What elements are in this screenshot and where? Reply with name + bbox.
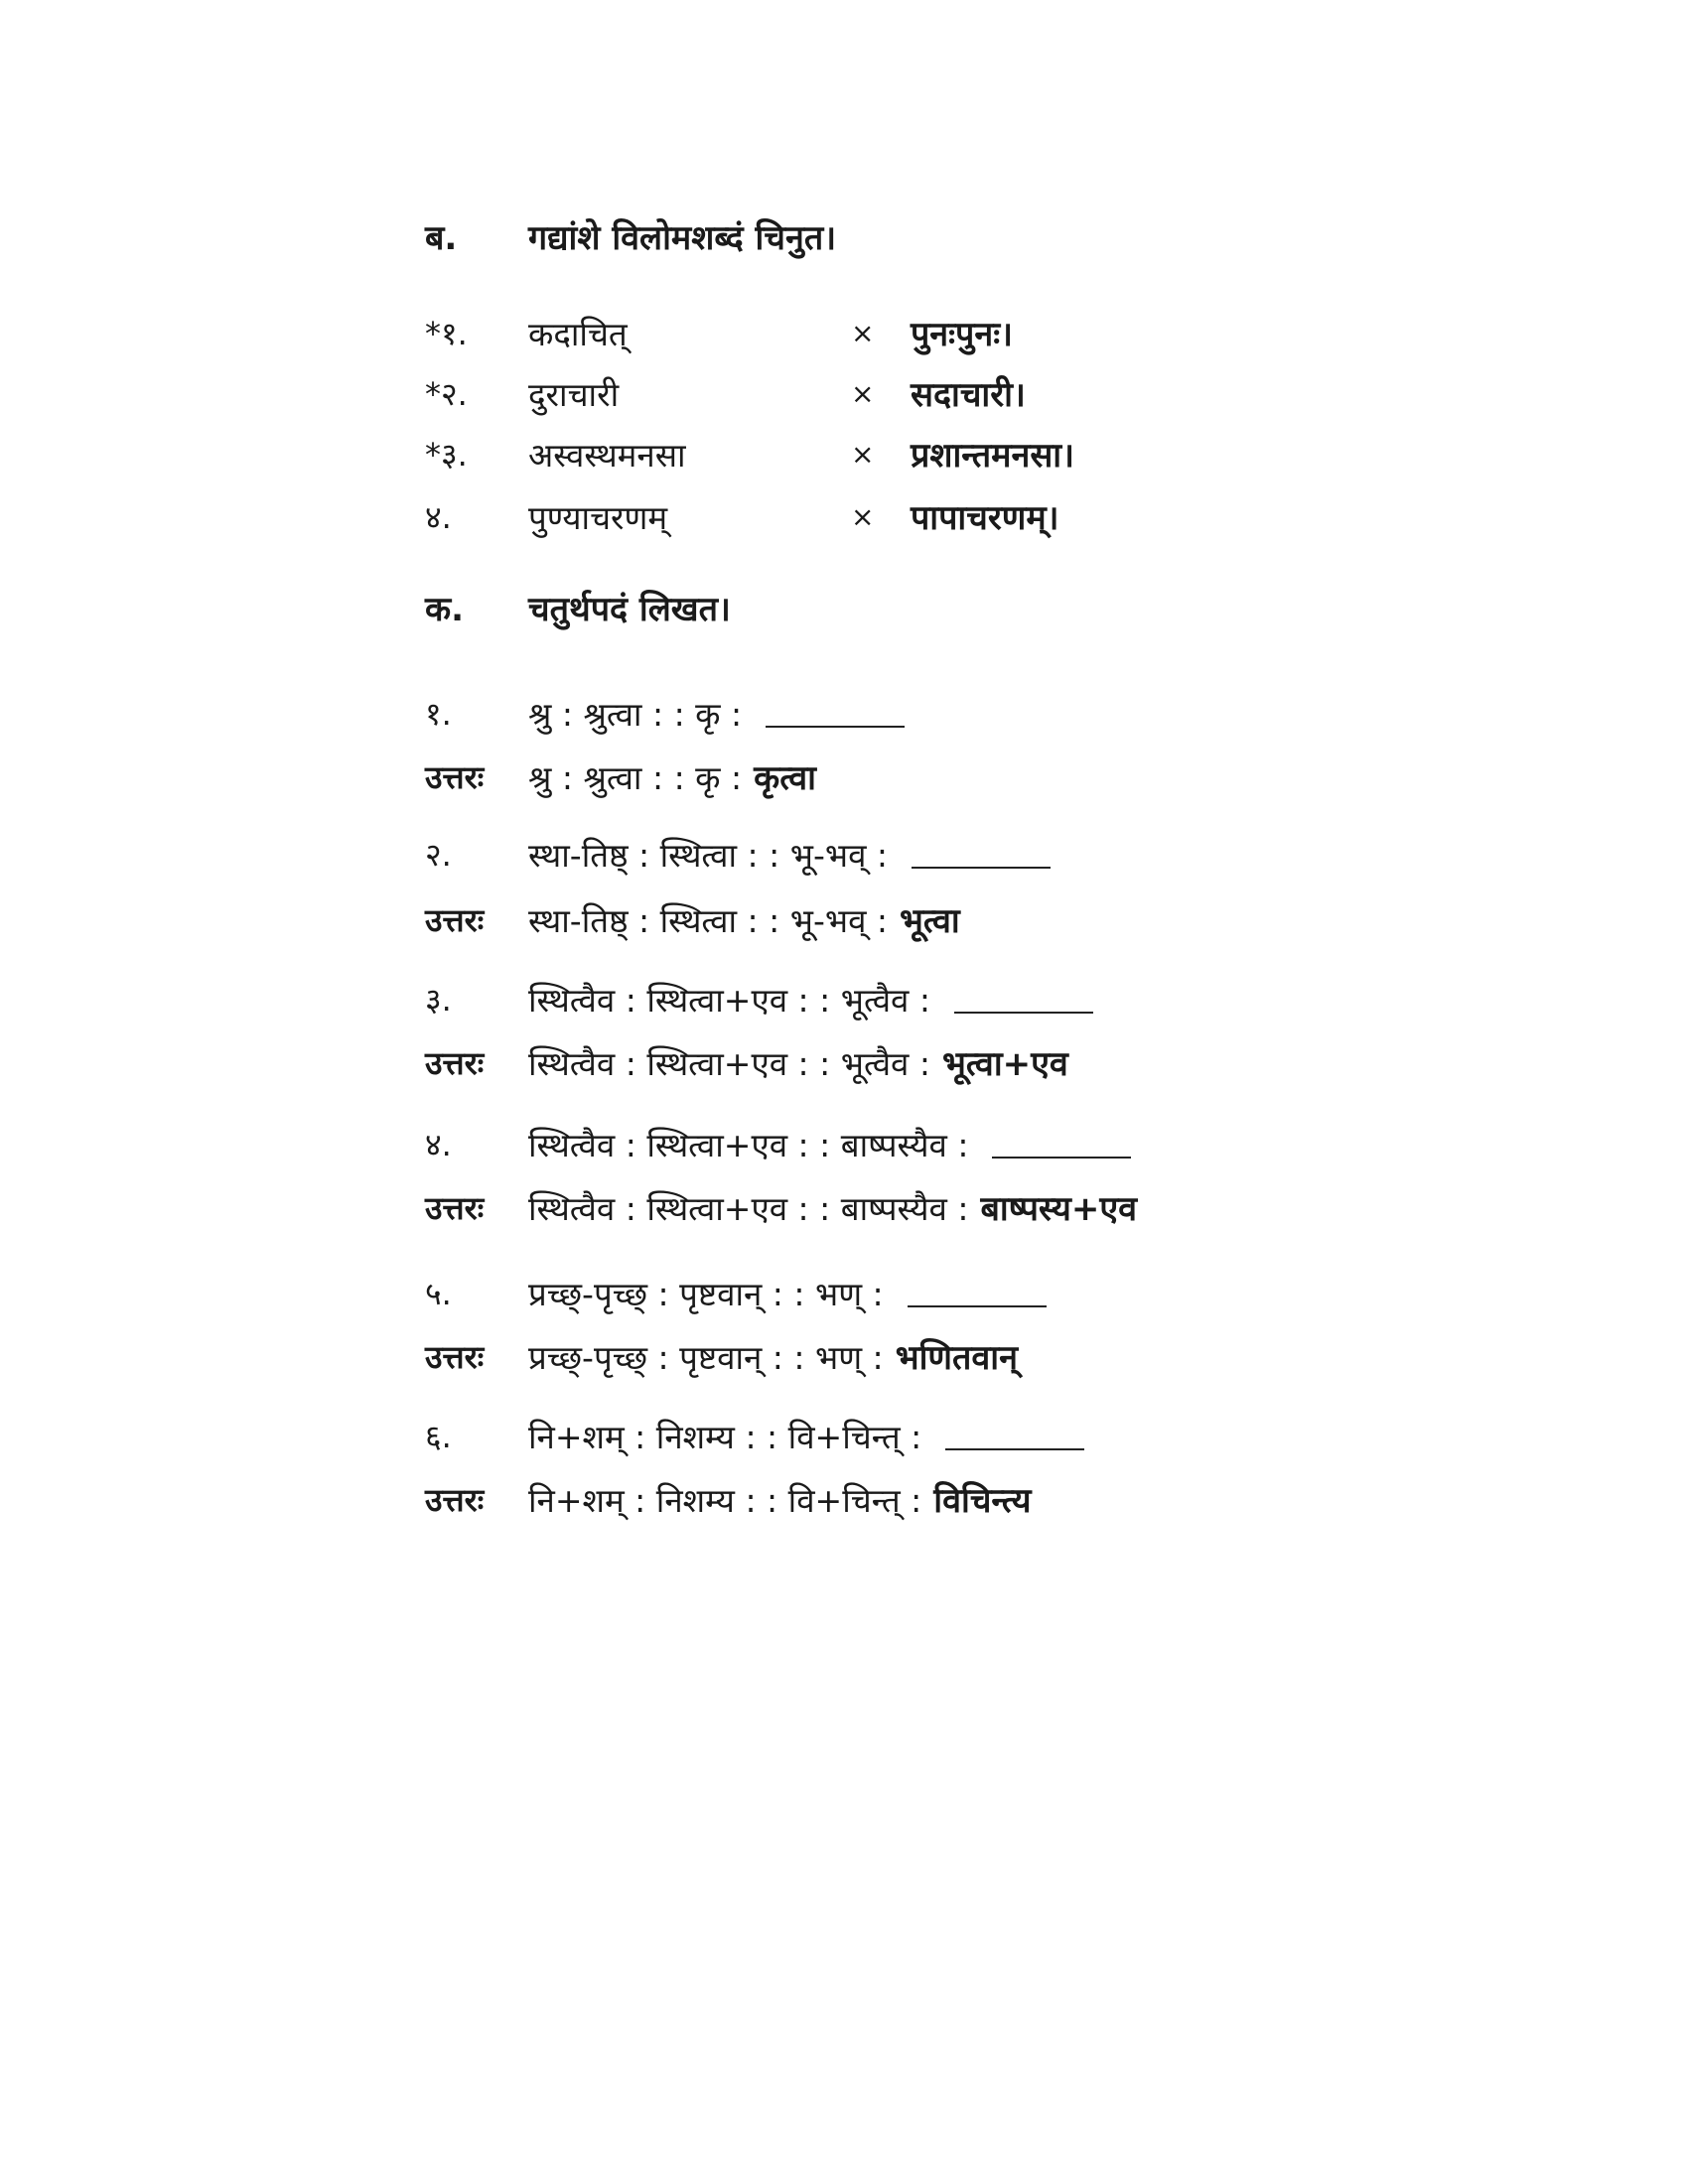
question-row — [425, 683, 905, 743]
answer-blank — [992, 1157, 1131, 1159]
question-row — [425, 1114, 1131, 1173]
question-number: ४. — [425, 1125, 452, 1163]
question-number: ३. — [425, 980, 452, 1019]
answer-expression: प्रच्छ्-पृच्छ् : पृष्टवान् : : भण् : — [528, 1337, 884, 1377]
question-expression: श्रु : श्रुत्वा : : कृ : — [528, 694, 743, 734]
question-row — [425, 1263, 1047, 1322]
question-expression: प्रच्छ्-पृच्छ् : पृष्टवान् : : भण् : — [528, 1274, 884, 1313]
question-expression: स्था-तिष्ठ् : स्थित्वा : : भू-भव् : — [528, 835, 889, 875]
answer-label: उत्तरः — [425, 1337, 485, 1376]
answer-blank — [954, 1012, 1093, 1014]
cross-icon: × — [851, 316, 875, 349]
question-expression: स्थित्वैव : स्थित्वा+एव : : भूत्वैव : — [528, 980, 931, 1020]
answer-expression: स्थित्वैव : स्थित्वा+एव : : भूत्वैव : — [528, 1043, 931, 1083]
antonym-row — [425, 486, 1059, 546]
answer-value: भणितवान् — [895, 1338, 1018, 1378]
answer-expression: नि+शम् : निशम्य : : वि+चिन्त् : — [528, 1480, 922, 1520]
answer-row — [425, 1177, 1137, 1237]
answer-row — [425, 1032, 1068, 1092]
answer-value: विचिन्त्य — [933, 1481, 1032, 1521]
answer-row — [425, 747, 816, 806]
answer-row — [425, 1326, 1018, 1386]
question-number: ५. — [425, 1274, 452, 1312]
section-c-heading — [425, 578, 731, 637]
item-number: *२. — [425, 374, 468, 413]
question-expression: स्थित्वैव : स्थित्वा+एव : : बाष्पस्यैव : — [528, 1125, 969, 1164]
answer-value: भूत्वा — [900, 901, 960, 941]
answer-label: उत्तरः — [425, 1480, 485, 1519]
antonym-row — [425, 363, 1026, 423]
section-b-title: गद्यांशे विलोमशब्दं चिनुत। — [528, 218, 837, 258]
antonym-row — [425, 424, 1074, 483]
answer-label: उत्तरः — [425, 1043, 485, 1082]
answer-label: उत्तरः — [425, 900, 485, 939]
source-word: दुराचारी — [528, 374, 620, 414]
source-word: पुण्याचरणम् — [528, 497, 668, 537]
answer-row — [425, 1469, 1032, 1529]
answer-value: भूत्वा+एव — [942, 1044, 1068, 1084]
answer-label: उत्तरः — [425, 1188, 485, 1227]
cross-icon: × — [851, 437, 875, 471]
answer-blank — [912, 867, 1051, 869]
antonym-word: सदाचारी। — [911, 375, 1026, 415]
answer-expression: श्रु : श्रुत्वा : : कृ : — [528, 757, 743, 797]
section-c-marker: क. — [425, 590, 465, 629]
answer-blank — [908, 1305, 1047, 1307]
question-row — [425, 824, 1051, 884]
antonym-word: पुनःपुनः। — [911, 315, 1013, 354]
question-number: ६. — [425, 1417, 452, 1455]
cross-icon: × — [851, 499, 875, 533]
item-number: *३. — [425, 435, 468, 474]
answer-value: बाष्पस्य+एव — [980, 1189, 1138, 1229]
antonym-word: पापाचरणम्। — [911, 498, 1059, 538]
antonym-word: प्रशान्तमनसा। — [911, 436, 1075, 476]
question-row — [425, 969, 1093, 1028]
question-number: १. — [425, 694, 452, 733]
question-row — [425, 1406, 1084, 1465]
question-expression: नि+शम् : निशम्य : : वि+चिन्त् : — [528, 1417, 922, 1456]
answer-blank — [766, 726, 905, 728]
answer-label: उत्तरः — [425, 757, 485, 796]
source-word: अस्वस्थमनसा — [528, 435, 686, 475]
answer-row — [425, 889, 960, 949]
answer-expression: स्था-तिष्ठ् : स्थित्वा : : भू-भव् : — [528, 900, 889, 940]
section-b-heading — [425, 206, 836, 266]
answer-value: कृत्वा — [754, 758, 816, 798]
answer-expression: स्थित्वैव : स्थित्वा+एव : : बाष्पस्यैव : — [528, 1188, 969, 1228]
section-c-title: चतुर्थपदं लिखत। — [528, 590, 731, 629]
item-number: ४. — [425, 497, 452, 536]
item-number: *१. — [425, 314, 468, 352]
section-b-marker: ब. — [425, 218, 458, 258]
answer-blank — [945, 1448, 1084, 1450]
source-word: कदाचित् — [528, 314, 628, 353]
cross-icon: × — [851, 376, 875, 410]
question-number: २. — [425, 835, 452, 874]
antonym-row — [425, 303, 1013, 362]
